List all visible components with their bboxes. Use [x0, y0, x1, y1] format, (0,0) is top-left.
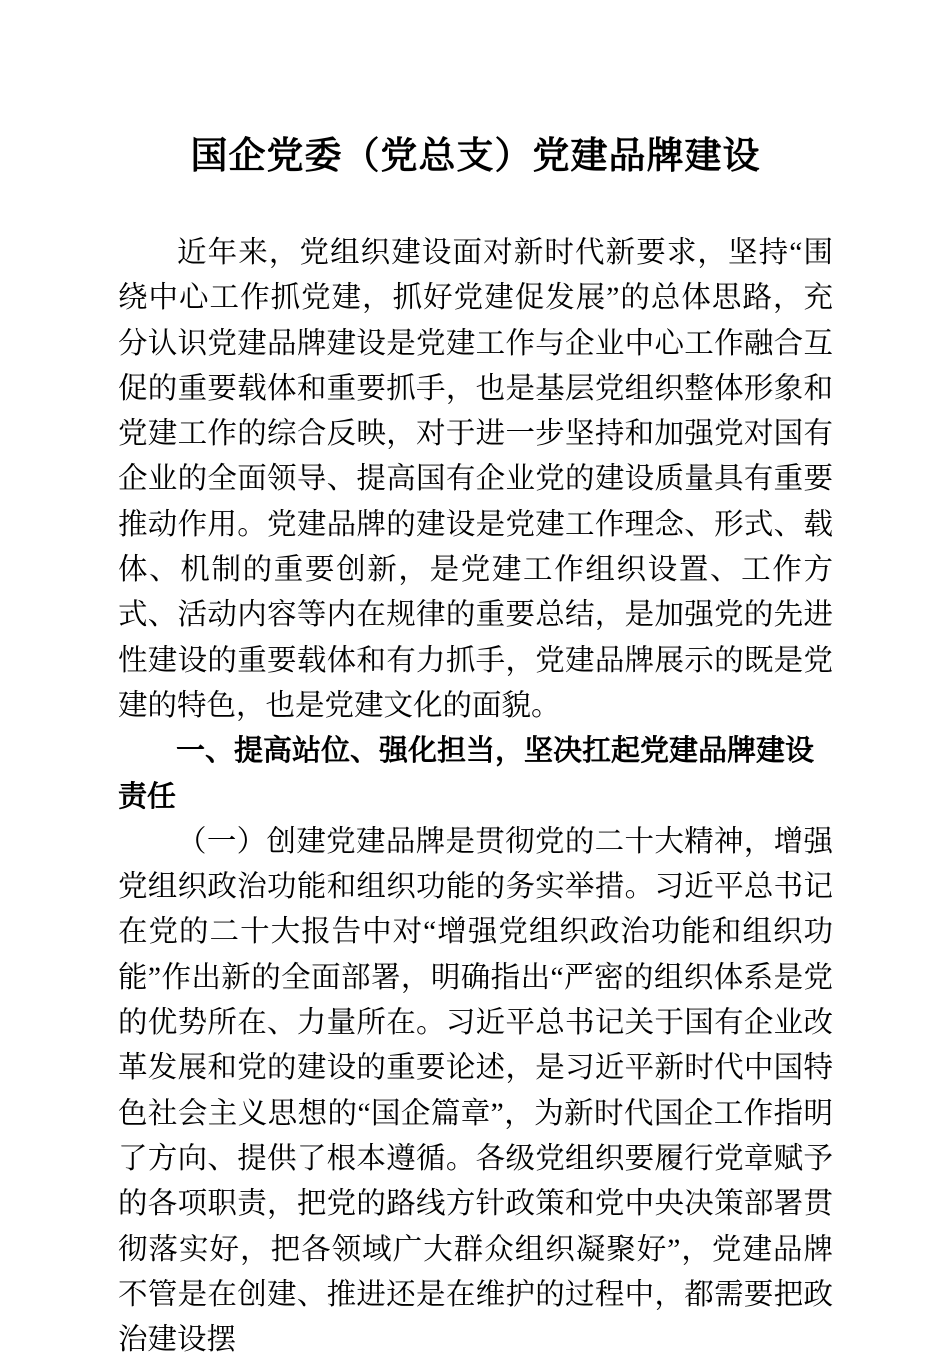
- section-1-heading: 一、提高站位、强化担当，坚决扛起党建品牌建设责任: [118, 735, 815, 813]
- document-title: 国企党委（党总支）党建品牌建设: [190, 136, 761, 177]
- intro-paragraph: 近年来，党组织建设面对新时代新要求，坚持“围绕中心工作抓党建，抓好党建促发展”的总体思路，充分认识党建品牌建设是党建工作与企业中心工作融合互促的重要载体和重要抓手，也是基层党组织整体形象和党建工作的综合反映，对于进一步坚持和加强党对国有企业的全面领导、提高国有企业党的建设质量具有重要推动作用。党建品牌的建设是党建工作理念、形式、载体、机制的重要创新，是党建工作组织设置、工作方式、活动内容等内在规律的重要总结，是加强党的先进性建设的重要载体和有力抓手，党建品牌展示的既是党建的特色，也是党建文化的面貌。: [118, 237, 833, 722]
- section-1-paragraph: （一）创建党建品牌是贯彻党的二十大精神，增强党组织政治功能和组织功能的务实举措。习近平总书记在党的二十大报告中对“增强党组织政治功能和组织功能”作出新的全面部署，明确指出“严密的组织体系是党的优势所在、力量所在。习近平总书记关于国有企业改革发展和党的建设的重要论述，是习近平新时代中国特色社会主义思想的“国企篇章”，为新时代国企工作指明了方向、提供了根本遵循。各级党组织要履行党章赋予的各项职责，把党的路线方针政策和党中央决策部署贯彻落实好，把各领域广大群众组织凝聚好”，党建品牌不管是在创建、推进还是在维护的过程中，都需要把政治建设摆: [118, 825, 833, 1357]
